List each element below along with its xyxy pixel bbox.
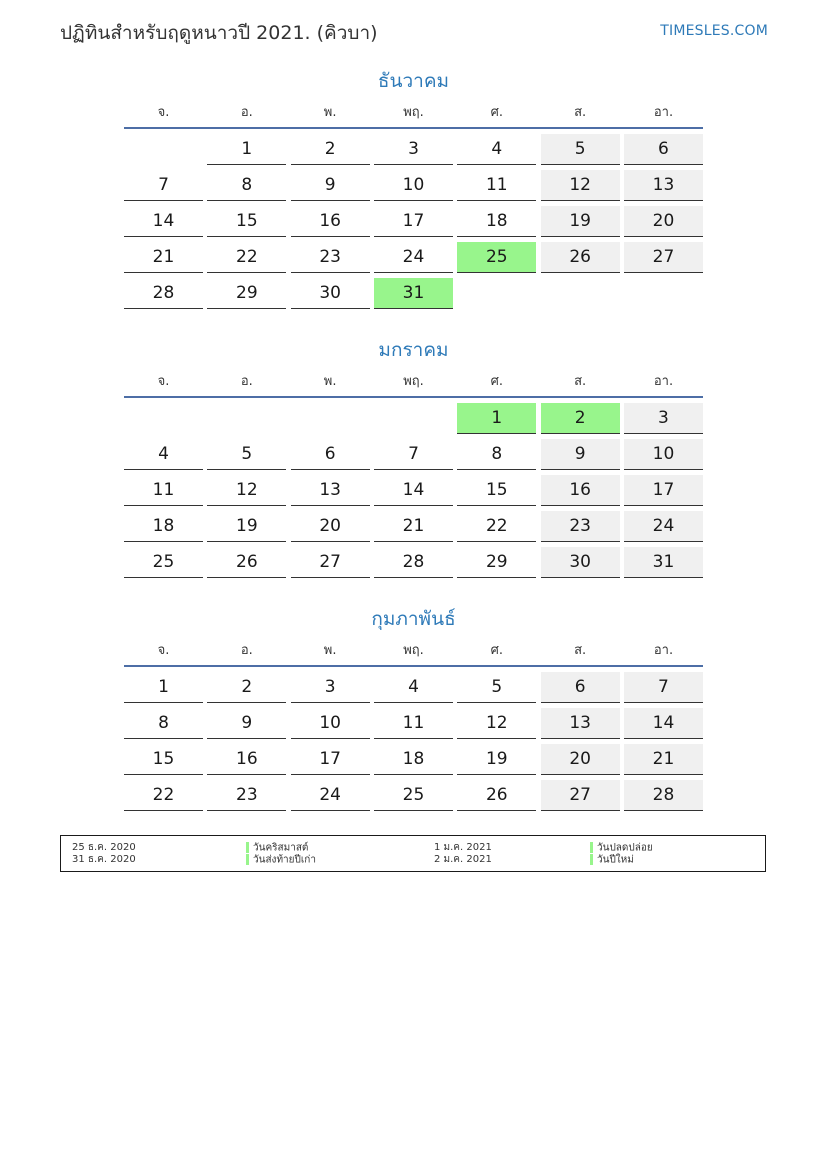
day-cell: 4 — [374, 672, 453, 703]
weekday-label: พฤ. — [403, 105, 424, 120]
weekday-label: พฤ. — [403, 374, 424, 389]
day-cell: 13 — [624, 170, 703, 201]
day-cell: 9 — [541, 439, 620, 470]
weekday-label: อา. — [653, 643, 674, 658]
legend-date: 25 ธ.ค. 2020 — [72, 842, 136, 853]
legend-holiday-name: วันปลดปล่อย — [597, 842, 653, 854]
day-cell: 8 — [207, 170, 286, 201]
day-cell: 22 — [124, 780, 203, 811]
day-cell: 7 — [624, 672, 703, 703]
weeks-grid — [124, 398, 703, 581]
weekday-label: อ. — [240, 643, 253, 658]
day-cell: 23 — [291, 242, 370, 273]
day-cell: 19 — [541, 206, 620, 237]
weekday-label: อา. — [653, 374, 674, 389]
legend-date: 31 ธ.ค. 2020 — [72, 854, 136, 865]
day-cell: 11 — [124, 475, 203, 506]
day-cell: 22 — [457, 511, 536, 542]
week-row — [124, 706, 703, 742]
day-cell: 31 — [624, 547, 703, 578]
day-cell: 21 — [124, 242, 203, 273]
empty-day-cell — [124, 134, 203, 165]
empty-day-cell — [124, 403, 203, 434]
weekday-label: อ. — [240, 374, 253, 389]
weekday-label: จ. — [157, 643, 170, 658]
day-cell: 16 — [207, 744, 286, 775]
day-cell: 3 — [624, 403, 703, 434]
day-cell: 12 — [457, 708, 536, 739]
week-row — [124, 132, 703, 168]
day-cell: 12 — [541, 170, 620, 201]
day-cell: 4 — [124, 439, 203, 470]
week-row — [124, 204, 703, 240]
day-cell: 10 — [291, 708, 370, 739]
week-row — [124, 240, 703, 276]
holiday-color-marker — [246, 842, 249, 853]
week-row — [124, 473, 703, 509]
day-cell: 9 — [207, 708, 286, 739]
day-cell: 20 — [541, 744, 620, 775]
empty-day-cell — [291, 403, 370, 434]
day-cell: 25 — [457, 242, 536, 273]
empty-day-cell — [207, 403, 286, 434]
page-title: ปฏิทินสำหรับฤดูหนาวปี 2021. (คิวบา) — [60, 22, 378, 44]
holiday-color-marker — [590, 842, 593, 853]
day-cell: 5 — [541, 134, 620, 165]
legend-item — [590, 854, 634, 867]
day-cell: 30 — [291, 278, 370, 309]
day-cell: 25 — [124, 547, 203, 578]
legend-date: 1 ม.ค. 2021 — [434, 842, 492, 853]
day-cell: 11 — [374, 708, 453, 739]
day-cell: 24 — [624, 511, 703, 542]
day-cell: 10 — [374, 170, 453, 201]
day-cell: 25 — [374, 780, 453, 811]
month-block — [124, 337, 703, 581]
day-cell: 18 — [374, 744, 453, 775]
month-name: มกราคม — [378, 339, 449, 361]
day-cell: 24 — [291, 780, 370, 811]
day-cell: 1 — [457, 403, 536, 434]
month-name: กุมภาพันธ์ — [371, 608, 456, 630]
day-cell: 28 — [624, 780, 703, 811]
empty-day-cell — [541, 278, 620, 309]
day-cell: 6 — [541, 672, 620, 703]
day-cell: 16 — [541, 475, 620, 506]
day-cell: 16 — [291, 206, 370, 237]
day-cell: 21 — [374, 511, 453, 542]
day-cell: 19 — [457, 744, 536, 775]
weekday-label: พ. — [323, 643, 337, 658]
day-cell: 27 — [624, 242, 703, 273]
week-row — [124, 509, 703, 545]
day-cell: 17 — [374, 206, 453, 237]
day-cell: 6 — [291, 439, 370, 470]
day-cell: 21 — [624, 744, 703, 775]
week-row — [124, 437, 703, 473]
weeks-grid — [124, 129, 703, 312]
day-cell: 27 — [291, 547, 370, 578]
day-cell: 7 — [124, 170, 203, 201]
day-cell: 17 — [624, 475, 703, 506]
day-cell: 11 — [457, 170, 536, 201]
weekday-header — [124, 101, 703, 129]
brand-link[interactable]: TIMESLES.COM — [660, 23, 768, 39]
weekday-label: จ. — [157, 105, 170, 120]
day-cell: 23 — [207, 780, 286, 811]
day-cell: 23 — [541, 511, 620, 542]
day-cell: 24 — [374, 242, 453, 273]
day-cell: 9 — [291, 170, 370, 201]
legend-item — [246, 854, 316, 867]
week-row — [124, 401, 703, 437]
day-cell: 5 — [207, 439, 286, 470]
empty-day-cell — [374, 403, 453, 434]
day-cell: 15 — [124, 744, 203, 775]
day-cell: 26 — [541, 242, 620, 273]
legend-item — [246, 842, 308, 855]
day-cell: 1 — [124, 672, 203, 703]
weekday-label: ศ. — [490, 105, 503, 120]
weekday-label: พ. — [323, 374, 337, 389]
day-cell: 6 — [624, 134, 703, 165]
day-cell: 10 — [624, 439, 703, 470]
day-cell: 18 — [457, 206, 536, 237]
holiday-legend — [60, 835, 766, 872]
day-cell: 7 — [374, 439, 453, 470]
day-cell: 15 — [457, 475, 536, 506]
week-row — [124, 545, 703, 581]
day-cell: 8 — [457, 439, 536, 470]
day-cell: 29 — [207, 278, 286, 309]
legend-holiday-name: วันคริสมาสต์ — [253, 842, 309, 854]
weekday-label: อ. — [240, 105, 253, 120]
weekday-header — [124, 370, 703, 398]
day-cell: 5 — [457, 672, 536, 703]
month-block — [124, 68, 703, 312]
day-cell: 22 — [207, 242, 286, 273]
weekday-label: พฤ. — [403, 643, 424, 658]
weekday-label: ศ. — [490, 374, 503, 389]
weekday-label: จ. — [157, 374, 170, 389]
legend-item — [590, 842, 653, 855]
day-cell: 31 — [374, 278, 453, 309]
day-cell: 17 — [291, 744, 370, 775]
day-cell: 30 — [541, 547, 620, 578]
holiday-color-marker — [590, 854, 593, 865]
legend-holiday-name: วันส่งท้ายปีเก่า — [253, 854, 316, 866]
week-row — [124, 276, 703, 312]
day-cell: 2 — [291, 134, 370, 165]
day-cell: 13 — [291, 475, 370, 506]
day-cell: 15 — [207, 206, 286, 237]
month-block — [124, 606, 703, 814]
day-cell: 28 — [374, 547, 453, 578]
day-cell: 14 — [124, 206, 203, 237]
week-row — [124, 778, 703, 814]
weeks-grid — [124, 667, 703, 814]
day-cell: 20 — [624, 206, 703, 237]
day-cell: 8 — [124, 708, 203, 739]
week-row — [124, 742, 703, 778]
week-row — [124, 670, 703, 706]
day-cell: 3 — [374, 134, 453, 165]
empty-day-cell — [624, 278, 703, 309]
weekday-label: ส. — [574, 374, 587, 389]
legend-holiday-name: วันปีใหม่ — [597, 854, 634, 866]
day-cell: 18 — [124, 511, 203, 542]
weekday-label: ศ. — [490, 643, 503, 658]
day-cell: 4 — [457, 134, 536, 165]
weekday-label: อา. — [653, 105, 674, 120]
day-cell: 2 — [541, 403, 620, 434]
day-cell: 27 — [541, 780, 620, 811]
day-cell: 26 — [207, 547, 286, 578]
day-cell: 28 — [124, 278, 203, 309]
day-cell: 1 — [207, 134, 286, 165]
weekday-label: พ. — [323, 105, 337, 120]
day-cell: 20 — [291, 511, 370, 542]
day-cell: 12 — [207, 475, 286, 506]
empty-day-cell — [457, 278, 536, 309]
weekday-label: ส. — [574, 105, 587, 120]
day-cell: 2 — [207, 672, 286, 703]
holiday-color-marker — [246, 854, 249, 865]
day-cell: 14 — [374, 475, 453, 506]
day-cell: 3 — [291, 672, 370, 703]
legend-date: 2 ม.ค. 2021 — [434, 854, 492, 865]
day-cell: 29 — [457, 547, 536, 578]
day-cell: 19 — [207, 511, 286, 542]
week-row — [124, 168, 703, 204]
day-cell: 26 — [457, 780, 536, 811]
month-name: ธันวาคม — [377, 70, 450, 92]
day-cell: 13 — [541, 708, 620, 739]
weekday-header — [124, 639, 703, 667]
weekday-label: ส. — [574, 643, 587, 658]
day-cell: 14 — [624, 708, 703, 739]
